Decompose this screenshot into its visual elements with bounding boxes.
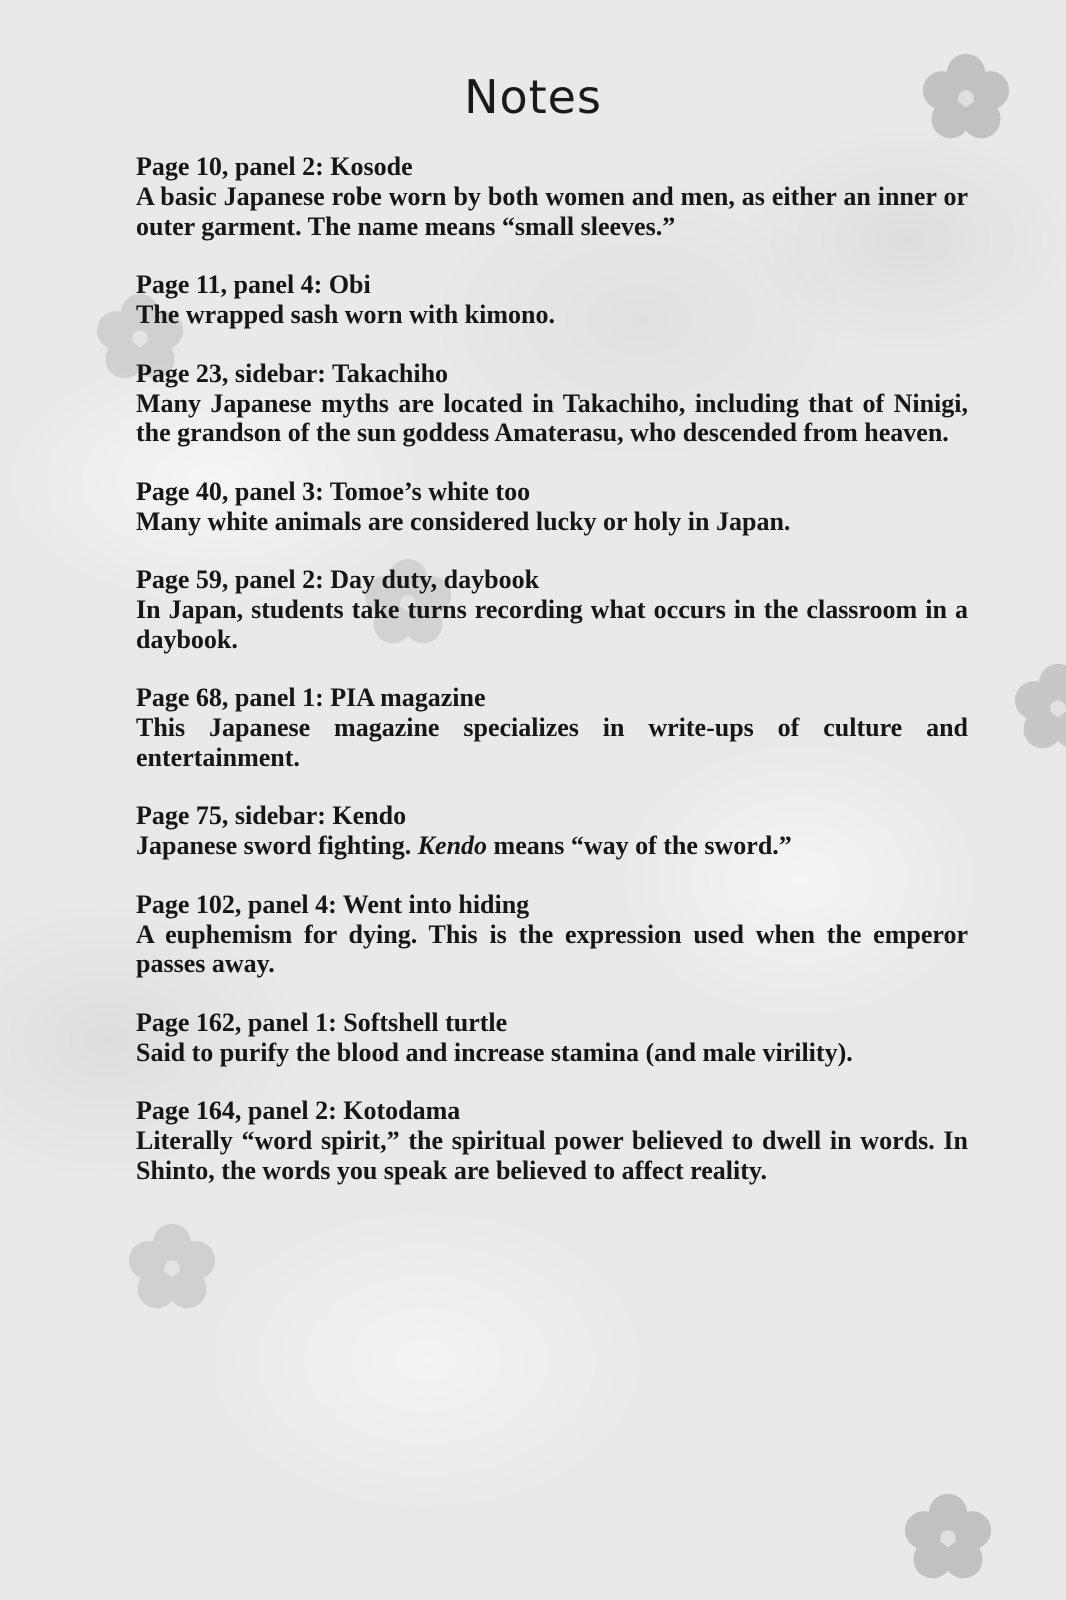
- note-body: In Japan, students take turns recording what occurs in the classroom in a daybook.: [136, 595, 968, 654]
- note-entry: [136, 683, 968, 772]
- note-heading: Page 10, panel 2: Kosode: [136, 152, 413, 181]
- note-body: Many white animals are considered lucky or holy in Japan.: [136, 506, 791, 536]
- note-heading: Page 102, panel 4: Went into hiding: [136, 889, 530, 919]
- notes-list: [136, 152, 968, 1214]
- note-entry: [136, 359, 968, 448]
- note-entry: [136, 801, 968, 861]
- note-body: [136, 831, 968, 861]
- note-entry: [136, 565, 968, 654]
- note-entry: [136, 1008, 968, 1068]
- note-entry: [136, 1096, 968, 1185]
- note-heading: Page 68, panel 1: PIA magazine: [136, 683, 486, 712]
- note-heading: Page 59, panel 2: Day duty, daybook: [136, 565, 540, 594]
- note-heading: Page 162, panel 1: Softshell turtle: [136, 1007, 508, 1037]
- note-heading: Page 164, panel 2: Kotodama: [136, 1096, 461, 1125]
- note-body: Said to purify the blood and increase stamina (and male virility).: [136, 1037, 853, 1067]
- note-body: Many Japanese myths are located in Takachiho, including that of Ninigi, the grandson of the sun goddess Amaterasu, who descended from heaven.: [136, 388, 968, 447]
- note-body: This Japanese magazine specializes in write-ups of culture and entertainment.: [136, 713, 968, 772]
- plum-blossom-icon: [124, 1220, 220, 1316]
- note-entry: [136, 477, 968, 537]
- page-title: Notes: [464, 70, 602, 124]
- plum-blossom-icon: [900, 1490, 996, 1586]
- note-body: A euphemism for dying. This is the expression used when the emperor passes away.: [136, 919, 968, 978]
- note-entry: [136, 890, 968, 979]
- note-heading: Page 75, sidebar: Kendo: [136, 801, 407, 830]
- note-entry: [136, 152, 968, 241]
- note-body-text: Japanese sword fighting.: [136, 831, 418, 860]
- note-heading: Page 11, panel 4: Obi: [136, 270, 371, 299]
- plum-blossom-icon: [1010, 660, 1066, 756]
- note-entry: [136, 270, 968, 330]
- note-body: Literally “word spirit,” the spiritual power believed to dwell in words. In Shinto, the words you speak are believed to affect reality.: [136, 1126, 968, 1185]
- note-body: The wrapped sash worn with kimono.: [136, 300, 555, 329]
- note-body-text: means “way of the sword.”: [487, 831, 792, 860]
- note-body-emphasis: Kendo: [417, 831, 488, 860]
- note-heading: Page 40, panel 3: Tomoe’s white too: [136, 476, 531, 506]
- note-body: A basic Japanese robe worn by both women and men, as either an inner or outer garment. The name means “small sleeves.”: [136, 182, 968, 241]
- note-heading: Page 23, sidebar: Takachiho: [136, 358, 449, 388]
